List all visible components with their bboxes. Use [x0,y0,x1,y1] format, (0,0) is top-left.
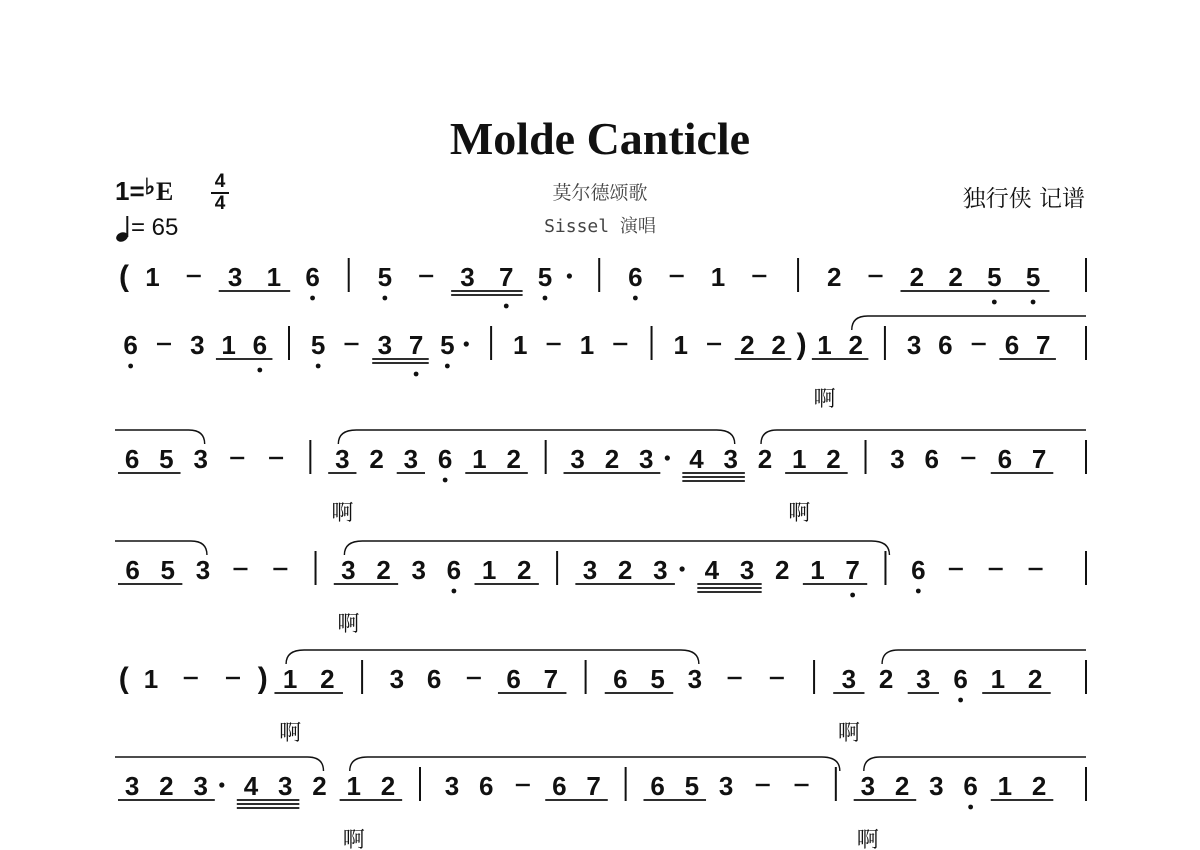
note-digit: 2 [380,771,396,801]
time-sig-top: 4 [214,171,226,192]
note-digit: 3 [653,555,668,585]
note-digit: 1 [221,330,236,360]
lyric-syllable: 啊 [856,828,879,850]
note-digit: 3 [929,771,944,801]
note-digit: 3 [638,444,654,474]
note-digit: 1 [673,330,688,360]
low-octave-dot [452,589,457,594]
note-digit: 3 [460,262,475,292]
repeat-paren: ( [118,662,129,695]
time-sig-bottom: 4 [214,193,226,214]
note-digit: 2 [948,262,963,292]
low-octave-dot [128,364,133,369]
slur-arc [338,430,734,444]
score-system [115,430,1086,526]
note-digit: 3 [841,664,857,694]
note-digit: 1 [710,262,726,292]
note-digit: 1 [346,771,361,801]
note-digit: 7 [586,771,601,801]
score-system [119,258,1086,308]
note-digit: 3 [195,555,211,585]
score-system [123,316,1086,412]
slur-arc [115,757,323,771]
note-digit: 2 [848,330,863,360]
note-digit: 3 [190,330,205,360]
note-digit: 6 [613,664,628,694]
note-digit: 3 [582,555,598,585]
note-digit: 5 [310,330,326,360]
note-digit: 6 [911,555,926,585]
augmentation-dot [665,455,670,460]
note-digit: 2 [878,664,894,694]
key-note: E [156,177,174,206]
low-octave-dot [504,304,509,309]
slur-arc [115,430,205,444]
note-digit: 2 [1027,664,1043,694]
note-digit: 2 [757,444,773,474]
score-system [115,757,1086,850]
note-digit: 2 [771,330,786,360]
note-digit: 3 [335,444,350,474]
augmentation-dot [219,782,224,787]
note-digit: 6 [650,771,665,801]
lyric-syllable: 啊 [331,501,354,526]
note-digit: 2 [740,330,755,360]
note-digit: 6 [938,330,953,360]
low-octave-dot [310,296,315,301]
note-digit: 2 [517,555,532,585]
repeat-paren: ) [796,328,807,361]
note-digit: 3 [124,771,140,801]
low-octave-dot [850,593,855,598]
note-digit: 3 [687,664,703,694]
note-digit: 5 [160,555,176,585]
note-digit: 5 [650,664,665,694]
note-digit: 1 [145,262,160,292]
note-digit: 6 [1004,330,1020,360]
note-digit: 1 [579,330,595,360]
slur-arc [350,757,840,771]
note-digit: 6 [479,771,494,801]
note-digit: 3 [277,771,293,801]
note-digit: 6 [446,555,462,585]
note-digit: 7 [408,330,424,360]
note-digit: 4 [243,771,259,801]
note-digit: 2 [894,771,910,801]
lyric-syllable: 啊 [788,501,811,526]
repeat-paren: ( [119,260,130,293]
slur-arc [864,757,1086,771]
lyric-syllable: 啊 [813,387,836,412]
flat-symbol: ♭ [144,174,156,199]
note-digit: 6 [628,262,643,292]
note-digit: 6 [125,555,140,585]
note-digit: 2 [826,262,842,292]
note-digit: 6 [124,444,140,474]
note-digit: 6 [305,262,320,292]
low-octave-dot [414,372,419,377]
note-digit: 6 [426,664,442,694]
slur-arc [286,650,699,664]
low-octave-dot [992,300,997,305]
note-digit: 1 [792,444,807,474]
note-digit: 6 [437,444,453,474]
note-digit: 2 [909,262,925,292]
note-digit: 5 [684,771,700,801]
note-digit: 3 [890,444,905,474]
note-digit: 5 [1025,262,1041,292]
note-digit: 2 [159,771,174,801]
note-digit: 2 [604,444,620,474]
note-digit: 7 [1031,444,1047,474]
slur-arc [344,541,889,555]
low-octave-dot [316,364,321,369]
low-octave-dot [958,698,963,703]
note-digit: 4 [704,555,720,585]
score-system [115,541,1086,637]
note-digit: 6 [997,444,1013,474]
note-digit: 3 [723,444,738,474]
slur-arc [882,650,1086,664]
note-digit: 6 [963,771,978,801]
note-digit: 6 [252,330,268,360]
augmentation-dot [680,566,685,571]
note-digit: 1 [817,330,832,360]
note-digit: 7 [499,262,514,292]
note-digit: 3 [444,771,460,801]
note-digit: 1 [266,262,282,292]
transcriber-credit: 独行侠 记谱 [962,186,1085,212]
slur-arc [761,430,1086,444]
low-octave-dot [1031,300,1036,305]
note-digit: 2 [617,555,633,585]
lyric-syllable: 啊 [342,828,365,850]
note-digit: 1 [481,555,497,585]
note-digit: 6 [953,664,968,694]
note-digit: 5 [377,262,393,292]
low-octave-dot [916,589,921,594]
note-digit: 2 [1031,771,1047,801]
note-digit: 3 [906,330,922,360]
note-digit: 3 [341,555,356,585]
note-digit: 2 [826,444,841,474]
low-octave-dot [633,296,638,301]
note-digit: 5 [537,262,553,292]
note-digit: 4 [689,444,704,474]
singer-credit: Sissel 演唱 [544,216,656,237]
note-digit: 5 [440,330,455,360]
note-digit: 6 [924,444,940,474]
key-prefix: 1= [115,176,145,206]
note-digit: 3 [739,555,755,585]
note-digit: 3 [718,771,734,801]
note-digit: 1 [990,664,1006,694]
low-octave-dot [968,805,973,810]
note-digit: 1 [997,771,1013,801]
note-digit: 3 [377,330,393,360]
slur-arc [852,316,1086,330]
note-digit: 2 [775,555,790,585]
score-subtitle: 莫尔德颂歌 [552,182,648,204]
note-digit: 3 [916,664,931,694]
note-digit: 7 [1036,330,1051,360]
lyric-syllable: 啊 [837,721,860,746]
low-octave-dot [445,364,450,369]
note-digit: 7 [543,664,559,694]
note-digit: 2 [369,444,384,474]
note-digit: 3 [193,444,208,474]
low-octave-dot [257,368,262,373]
low-octave-dot [382,296,387,301]
note-digit: 3 [193,771,208,801]
note-digit: 3 [389,664,405,694]
augmentation-dot [567,273,572,278]
note-digit: 3 [411,555,426,585]
augmentation-dot [464,341,469,346]
lyric-syllable: 啊 [337,612,360,637]
note-digit: 3 [227,262,243,292]
note-digit: 3 [403,444,419,474]
slur-arc [115,541,207,555]
note-digit: 6 [552,771,567,801]
low-octave-dot [443,478,448,483]
score-system [119,650,1086,746]
tempo-value: = 65 [131,214,179,241]
lyric-syllable: 啊 [279,721,302,746]
note-digit: 2 [320,664,335,694]
note-digit: 2 [506,444,521,474]
note-digit: 1 [513,330,528,360]
note-digit: 5 [987,262,1002,292]
note-digit: 2 [312,771,327,801]
note-digit: 1 [282,664,298,694]
note-digit: 2 [376,555,391,585]
note-digit: 5 [159,444,174,474]
repeat-paren: ) [257,662,268,695]
note-digit: 1 [810,555,825,585]
note-digit: 6 [506,664,521,694]
score-title: Molde Canticle [449,113,751,164]
note-digit: 3 [570,444,585,474]
note-digit: 7 [845,555,860,585]
note-digit: 3 [860,771,876,801]
low-octave-dot [543,296,548,301]
note-digit: 6 [123,330,138,360]
note-digit: 1 [143,664,159,694]
note-digit: 1 [472,444,487,474]
